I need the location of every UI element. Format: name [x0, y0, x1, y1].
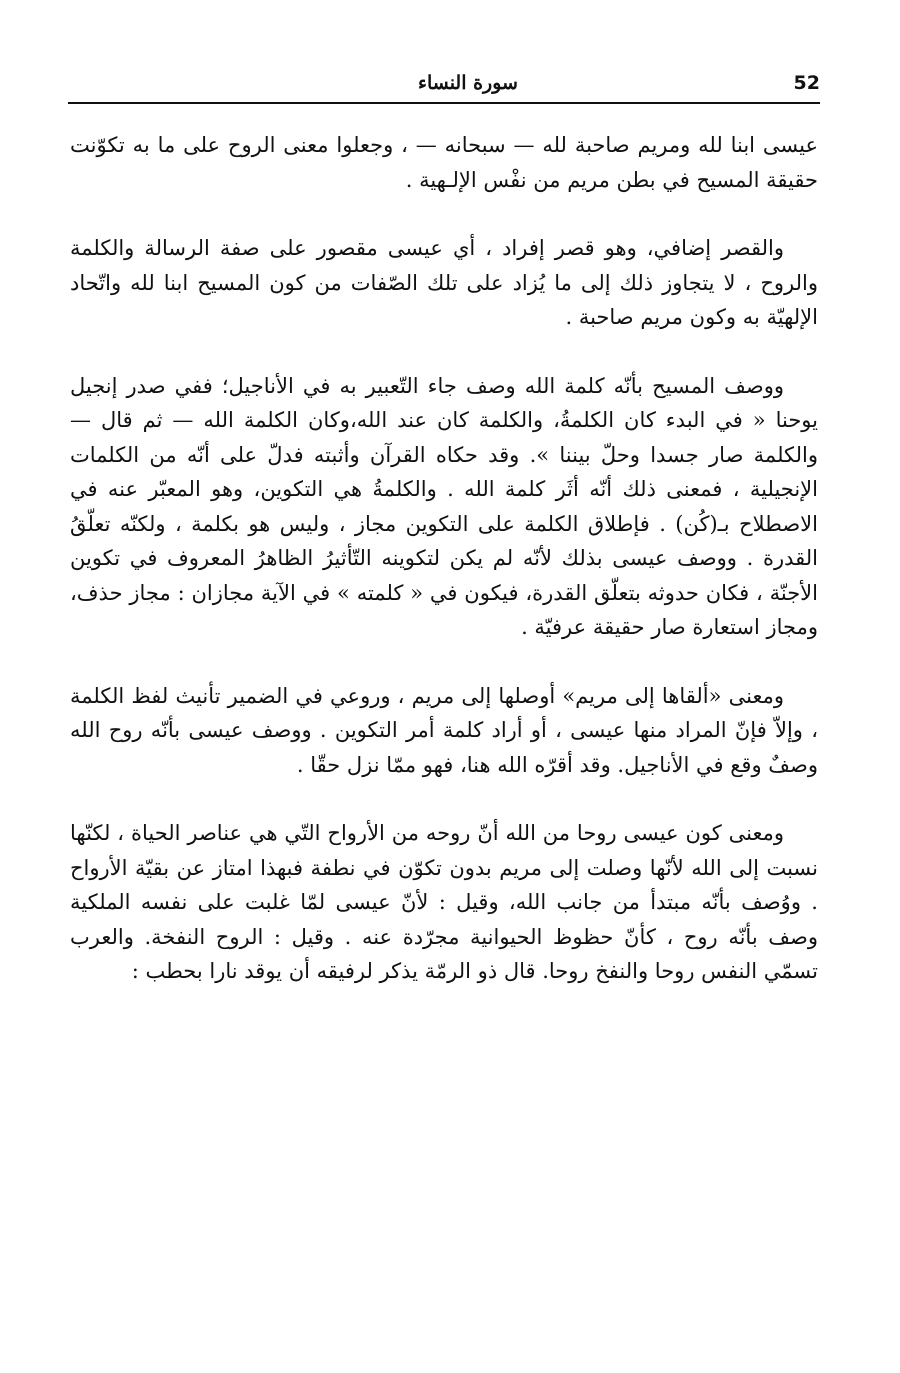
running-title: سورة النساء — [418, 72, 518, 94]
paragraph-5: ومعنى كون عيسى روحا من الله أنّ روحه من الأرواح التّي هي عناصر الحياة ، لكنّها نسبت إلى الله لأنّها وصلت إلى مريم بدون تكوّن في نطفة فبهذا امتاز عن بقيّة الأرواح . ووُصف بأنّه مبتدأ من جانب الله، وقيل : لأنّ عيسى لمّا غلبت على نفسه الملكية وصف بأنّه روح ، كأنّ حظوظ الحيوانية مجرّدة عنه . وقيل : الروح النفخة. والعرب تسمّي النفس روحا والنفخ روحا. قال ذو الرمّة يذكر لرفيقه أن يوقد نارا بحطب : — [70, 821, 818, 983]
body-text — [70, 128, 818, 989]
paragraph-4: ومعنى «ألقاها إلى مريم» أوصلها إلى مريم ، وروعي في الضمير تأنيث لفظ الكلمة ، وإلاّ فإنّ المراد منها عيسى ، أو أراد كلمة أمر التكوين . ووصف عيسى بأنّه روح الله وصفٌ وقع في الأناجيل. وقد أقرّه الله هنا، فهو ممّا نزل حقّا . — [70, 683, 818, 777]
paragraph-1: عيسى ابنا لله ومريم صاحبة لله — سبحانه — ، وجعلوا معنى الروح على ما به تكوّنت حقيقة المسيح في بطن مريم من نفْس الإلـهية . — [70, 133, 818, 192]
page-number: 52 — [793, 72, 820, 94]
paragraph-2: والقصر إضافي، وهو قصر إفراد ، أي عيسى مقصور على صفة الرسالة والكلمة والروح ، لا يتجاوز ذلك إلى ما يُزاد على تلك الصّفات من كون المسيح ابنا لله واتّحاد الإلهيّة به وكون مريم صاحبة . — [70, 236, 818, 329]
paragraph-3: ووصف المسيح بأنّه كلمة الله وصف جاء التّعبير به في الأناجيل؛ ففي صدر إنجيل يوحنا « في البدء كان الكلمةُ، والكلمة كان عند الله،وكان الكلمة الله — ثم قال — والكلمة صار جسدا وحلّ بيننا ». وقد حكاه القرآن وأثبته فدلّ على أنّه من الكلمات الإنجيلية ، فمعنى ذلك أنّه أثَر كلمة الله . والكلمةُ هي التكوين، وهو المعبّر عنه في الاصطلاح بـ(كُن) . فإطلاق الكلمة على التكوين مجاز ، وليس هو بكلمة ، ولكنّه تعلّقُ القدرة . ووصف عيسى بذلك لأنّه لم يكن لتكوينه التّأثيرُ الظاهرُ المعروف في تكوين الأجنّة ، فكان حدوثه بتعلّق القدرة، فيكون في « كلمته » في الآية مجازان : مجاز حذف، ومجاز استعارة صار حقيقة عرفيّة . — [70, 373, 818, 639]
page-header — [68, 68, 820, 102]
header-rule — [68, 102, 820, 104]
